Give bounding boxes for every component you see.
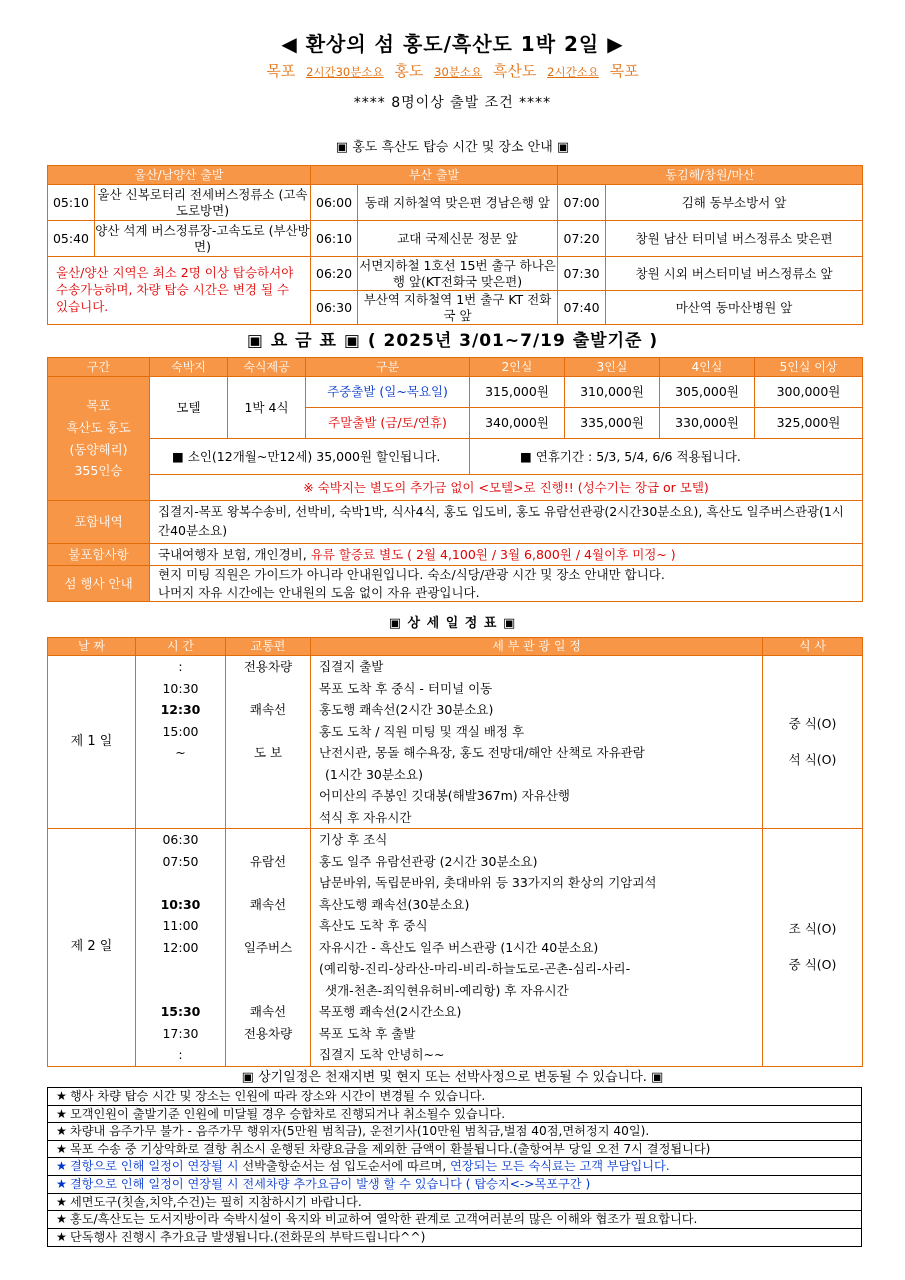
time-entry xyxy=(136,980,225,1002)
pickup-place: 서면지하철 1호선 15번 출구 하나은행 앞(KT전화국 맞은편) xyxy=(359,257,556,289)
note-text: 홍도/흑산도는 도서지방이라 숙박시설이 육지와 비교하여 열악한 관계로 고객여러분의 많은 이해와 협조가 필요합니다. xyxy=(69,1212,698,1227)
pickup-place: 울산 신복로터리 전세버스정류소 (고속도로방면) xyxy=(95,185,311,221)
time-entry: 15:30 xyxy=(160,1004,201,1019)
time-entry xyxy=(136,764,225,786)
time-entry xyxy=(136,807,225,829)
time-entry: : xyxy=(178,1047,183,1062)
time-entry: 07:50 xyxy=(162,853,199,869)
note-item xyxy=(48,1088,861,1106)
day-2-details xyxy=(311,829,763,1067)
star-icon: ★ xyxy=(56,1106,67,1121)
route-place-4: 목포 xyxy=(609,62,639,80)
note-item xyxy=(48,1211,861,1229)
price-cell: 300,000원 xyxy=(755,377,863,408)
time-entry: : xyxy=(178,659,183,674)
time-entry: 17:30 xyxy=(162,1025,199,1041)
detail-entry: 집결지 도착 안녕히~~ xyxy=(319,1047,445,1062)
note-text: 세면도구(칫솔,치약,수건)는 필히 지참하시기 바랍니다. xyxy=(69,1194,362,1209)
transport-entry xyxy=(226,807,310,829)
detail-entry: 샛개-천촌-죄익현유허비-예리항) 후 자유시간 xyxy=(325,982,569,998)
pickup-place: 김해 동부소방서 앞 xyxy=(606,185,863,221)
price-header-5p: 5인실 이상 xyxy=(755,358,863,377)
pickup-header-ulsan: 울산/남양산 출발 xyxy=(48,166,311,185)
meal-entry: 석 식(O) xyxy=(788,752,837,767)
time-entry: 06:30 xyxy=(162,832,199,847)
pickup-place: 양산 석계 버스정류장-고속도로 (부산방면) xyxy=(95,221,311,257)
detail-entry: 어미산의 주봉인 깃대봉(해발367m) 자유산행 xyxy=(319,788,570,803)
pickup-table xyxy=(47,165,863,325)
transport-entry: 일주버스 xyxy=(243,939,293,955)
pickup-time: 07:40 xyxy=(558,291,606,325)
price-cell: 315,000원 xyxy=(470,377,565,408)
pickup-time: 06:20 xyxy=(311,257,358,291)
note-text-blue: 결항으로 인해 일정이 연장될 시 전세차량 추가요금이 발생 할 수 있습니다 ( 탑승지<->목포구간 ) xyxy=(69,1176,591,1191)
pickup-time: 07:00 xyxy=(558,185,606,221)
detail-entry: 기상 후 조식 xyxy=(319,832,388,847)
route-line-1: 목포 xyxy=(86,397,111,413)
note-text: 모객인원이 출발기준 인원에 미달될 경우 승합차로 진행되거나 취소될수 있습니다. xyxy=(69,1106,506,1121)
holiday-period: ■ 연휴기간 : 5/3, 5/4, 6/6 적용됩니다. xyxy=(470,439,863,475)
transport-entry xyxy=(226,829,310,851)
route-duration-1: 2시간30분소요 xyxy=(306,65,384,79)
transport-entry xyxy=(226,958,310,980)
time-entry: ~ xyxy=(175,745,186,760)
transport-entry xyxy=(226,764,310,786)
transport-entry xyxy=(226,678,310,700)
route-line-2: 흑산도 홍도 xyxy=(66,419,131,435)
meal-entry: 조 식(O) xyxy=(788,921,837,936)
time-entry xyxy=(136,958,225,980)
pickup-place: 동래 지하철역 맞은편 경남은행 앞 xyxy=(358,185,558,221)
route-place-1: 목포 xyxy=(266,62,296,80)
guide-line-2: 나머지 자유 시간에는 안내원의 도움 없이 자유 관광입니다. xyxy=(158,584,480,600)
note-text: 목포 수송 중 기상악화로 결항 취소시 운행된 차량요금을 제외한 금액이 환불됩니다.(출항여부 당일 오전 7시 결정됩니다) xyxy=(69,1141,711,1156)
note-text-blue: 결항으로 인해 일정이 연장될 시 xyxy=(69,1159,239,1174)
route-duration-2: 30분소요 xyxy=(434,65,483,79)
price-cell: 310,000원 xyxy=(565,377,660,408)
detail-entry: 난전시관, 몽돌 해수욕장, 홍도 전망대/해안 산책로 자유관람 xyxy=(319,745,645,760)
price-cell: 330,000원 xyxy=(660,408,755,439)
transport-entry xyxy=(226,1044,310,1066)
star-icon: ★ xyxy=(56,1089,67,1103)
note-text: 단독행사 진행시 추가요금 발생됩니다.(전화문의 부탁드립니다^^) xyxy=(69,1229,426,1244)
schedule-footer-note: ▣ 상기일정은 천재지변 및 현지 또는 선박사정으로 변동될 수 있습니다. ▣ xyxy=(241,1070,664,1085)
price-header-meals: 숙식제공 xyxy=(228,358,306,377)
detail-entry: 홍도 일주 유람선관광 (2시간 30분소요) xyxy=(319,853,538,869)
transport-entry: 전용차량 xyxy=(243,659,293,674)
pickup-place: 부산역 지하철역 1번 출구 KT 전화국 앞 xyxy=(358,291,558,325)
price-header-type: 구분 xyxy=(306,358,470,377)
detail-entry: (1시간 30분소요) xyxy=(325,766,423,782)
price-cell: 325,000원 xyxy=(755,408,863,439)
meal-plan: 1박 4식 xyxy=(228,377,306,439)
price-cell: 335,000원 xyxy=(565,408,660,439)
day-2-label: 제 2 일 xyxy=(48,829,136,1067)
departure-condition: **** 8명이상 출발 조건 **** xyxy=(353,95,552,111)
pickup-header-gimhae: 동김해/창원/마산 xyxy=(558,166,863,185)
detail-entry: 목포 도착 후 중식 - 터미널 이동 xyxy=(319,680,493,696)
transport-entry: 쾌속선 xyxy=(249,896,287,912)
price-header-4p: 4인실 xyxy=(660,358,755,377)
route-duration-3: 2시간소요 xyxy=(547,65,599,79)
route-line xyxy=(0,60,905,81)
included-items: 집결지-목포 왕복수송비, 선박비, 숙박1박, 식사4식, 홍도 입도비, 홍도 유람선관광(2시간30분소요), 흑산도 일주버스관광(1시간40분소요) xyxy=(150,501,863,544)
meal-entry: 중 식(O) xyxy=(788,957,837,973)
time-entry: 12:30 xyxy=(160,702,201,717)
pickup-header-busan: 부산 출발 xyxy=(311,166,558,185)
star-icon: ★ xyxy=(56,1176,67,1191)
child-discount: ■ 소인(12개월~만12세) 35,000원 할인됩니다. xyxy=(150,439,470,475)
price-section-title: ▣ 요 금 표 ▣ ( 2025년 3/01~7/19 출발기준 ) xyxy=(246,331,659,351)
schedule-header-transport: 교통편 xyxy=(226,638,311,656)
price-header-3p: 3인실 xyxy=(565,358,660,377)
route-line-4: 355인승 xyxy=(74,463,123,479)
price-header-route: 구간 xyxy=(48,358,150,377)
note-item xyxy=(48,1176,861,1194)
note-text-blue: 연장되는 모든 숙식료는 고객 부담입니다. xyxy=(450,1159,670,1174)
weekend-label: 주말출발 (금/토/연휴) xyxy=(306,408,470,439)
star-icon: ★ xyxy=(56,1229,67,1244)
excluded-basic: 국내여행자 보험, 개인경비, xyxy=(158,546,311,562)
transport-entry: 유람선 xyxy=(249,853,287,869)
excluded-label: 불포함사항 xyxy=(48,544,150,566)
pickup-place: 창원 남산 터미널 버스정류소 맞은편 xyxy=(606,221,863,257)
route-line-3: (동양해리) xyxy=(69,441,128,457)
detail-entry: 홍도행 쾌속선(2시간 30분소요) xyxy=(319,702,494,717)
transport-entry xyxy=(226,785,310,807)
pickup-time: 07:30 xyxy=(558,257,606,291)
day-2-times xyxy=(136,829,226,1067)
note-text: 행사 차량 탑승 시간 및 장소는 인원에 따라 장소와 시간이 변경될 수 있습니다. xyxy=(69,1089,486,1103)
price-header-2p: 2인실 xyxy=(470,358,565,377)
schedule-header-date: 날 짜 xyxy=(48,638,136,656)
excluded-items xyxy=(150,544,863,566)
time-entry: 10:30 xyxy=(160,896,201,912)
guide-line-1: 현지 미팅 직원은 가이드가 아니라 안내원입니다. 숙소/식당/관광 시간 및 장소 안내만 합니다. xyxy=(158,567,665,582)
meal-entry: 중 식(O) xyxy=(788,715,837,731)
detail-entry: 자유시간 - 흑산도 일주 버스관광 (1시간 40분소요) xyxy=(319,939,599,955)
schedule-section-title: ▣ 상 세 일 정 표 ▣ xyxy=(388,616,517,631)
note-text: 차량내 음주가무 불가 - 음주가무 행위자(5만원 범칙금), 운전기사(10만원 범칙금,벌점 40점,면허정지 40일). xyxy=(69,1124,650,1139)
detail-entry: 남문바위, 독립문바위, 촛대바위 등 33가지의 환상의 기암괴석 xyxy=(319,875,657,890)
detail-entry: (예리항-진리-상라산-마리-비리-하늘도로-곤촌-심리-사리- xyxy=(319,961,631,976)
pickup-time: 05:10 xyxy=(48,185,95,221)
ulsan-pickup-note: 울산/양산 지역은 최소 2명 이상 탑승하셔야 수송가능하며, 차량 탑승 시간은 변경 될 수 있습니다. xyxy=(48,257,311,325)
transport-entry xyxy=(226,872,310,894)
day-1-times xyxy=(136,656,226,829)
route-place-2: 홍도 xyxy=(394,62,424,80)
detail-entry: 목포행 쾌속선(2시간소요) xyxy=(319,1004,462,1019)
detail-entry: 집결지 출발 xyxy=(319,659,384,674)
detail-entry: 목포 도착 후 출발 xyxy=(319,1025,416,1041)
fuel-surcharge: 유류 할증료 별도 ( 2월 4,100원 / 3월 6,800원 / 4월이후 미정~ ) xyxy=(310,546,676,562)
guide-label: 섬 행사 안내 xyxy=(48,566,150,602)
detail-entry: 흑산도 도착 후 중식 xyxy=(319,918,428,933)
pickup-time: 06:10 xyxy=(311,221,358,257)
included-label: 포함내역 xyxy=(48,501,150,544)
route-place-3: 흑산도 xyxy=(492,62,537,80)
weekday-label: 주중출발 (일~목요일) xyxy=(306,377,470,408)
time-entry: 11:00 xyxy=(162,918,199,933)
schedule-table xyxy=(47,637,863,1067)
time-entry: 12:00 xyxy=(162,939,199,955)
star-icon: ★ xyxy=(56,1124,67,1139)
note-item xyxy=(48,1106,861,1124)
schedule-header-details: 세 부 관 광 일 정 xyxy=(311,638,763,656)
star-icon: ★ xyxy=(56,1159,67,1174)
schedule-header-time: 시 간 xyxy=(136,638,226,656)
time-entry xyxy=(136,785,225,807)
transport-entry xyxy=(226,915,310,937)
note-item xyxy=(48,1194,861,1212)
transport-entry: 도 보 xyxy=(253,745,283,760)
transport-entry: 쾌속선 xyxy=(249,1004,287,1019)
transport-entry xyxy=(226,721,310,743)
time-entry: 10:30 xyxy=(162,680,199,696)
star-icon: ★ xyxy=(56,1194,67,1209)
star-icon: ★ xyxy=(56,1141,67,1156)
pickup-place: 창원 시외 버스터미널 버스정류소 앞 xyxy=(606,257,863,291)
note-item xyxy=(48,1229,861,1247)
price-cell: 340,000원 xyxy=(470,408,565,439)
note-item xyxy=(48,1123,861,1141)
pickup-place: 마산역 동마산병원 앞 xyxy=(606,291,863,325)
schedule-header-meals: 식 사 xyxy=(763,638,863,656)
pickup-section-title: ▣ 홍도 흑산도 탑승 시간 및 장소 안내 ▣ xyxy=(335,140,570,155)
pickup-time: 06:30 xyxy=(311,291,358,325)
time-entry: 15:00 xyxy=(162,723,199,739)
lodging-type: 모텔 xyxy=(150,377,228,439)
time-entry xyxy=(136,872,225,894)
detail-entry: 석식 후 자유시간 xyxy=(319,809,412,825)
transport-entry: 쾌속선 xyxy=(249,702,287,717)
transport-entry: 전용차량 xyxy=(243,1025,293,1041)
detail-entry: 흑산도행 쾌속선(30분소요) xyxy=(319,896,470,912)
note-item xyxy=(48,1158,861,1176)
lodging-note: ※ 숙박지는 별도의 추가금 없이 <모텔>로 진행!! (성수기는 장급 or 모텔) xyxy=(150,475,863,501)
notes-box xyxy=(47,1087,862,1247)
guide-info xyxy=(150,566,863,602)
pickup-time: 06:00 xyxy=(311,185,358,221)
pickup-time: 07:20 xyxy=(558,221,606,257)
price-route-cell xyxy=(48,377,150,501)
day-1-label: 제 1 일 xyxy=(48,656,136,829)
note-item xyxy=(48,1141,861,1159)
detail-entry: 홍도 도착 / 직원 미팅 및 객실 배정 후 xyxy=(319,723,525,739)
pickup-time: 05:40 xyxy=(48,221,95,257)
page-title: ◀ 환상의 섬 홍도/흑산도 1박 2일 ▶ xyxy=(281,32,624,56)
star-icon: ★ xyxy=(56,1212,67,1227)
transport-entry xyxy=(226,980,310,1002)
day-2-transport xyxy=(226,829,311,1067)
price-table xyxy=(47,357,863,602)
pickup-place: 교대 국제신문 정문 앞 xyxy=(358,221,558,257)
day-2-meals xyxy=(763,829,863,1067)
note-text: 선박출항순서는 섬 입도순서에 따르며, xyxy=(238,1159,451,1174)
day-1-details xyxy=(311,656,763,829)
day-1-transport xyxy=(226,656,311,829)
price-cell: 305,000원 xyxy=(660,377,755,408)
price-header-lodging: 숙박지 xyxy=(150,358,228,377)
day-1-meals xyxy=(763,656,863,829)
